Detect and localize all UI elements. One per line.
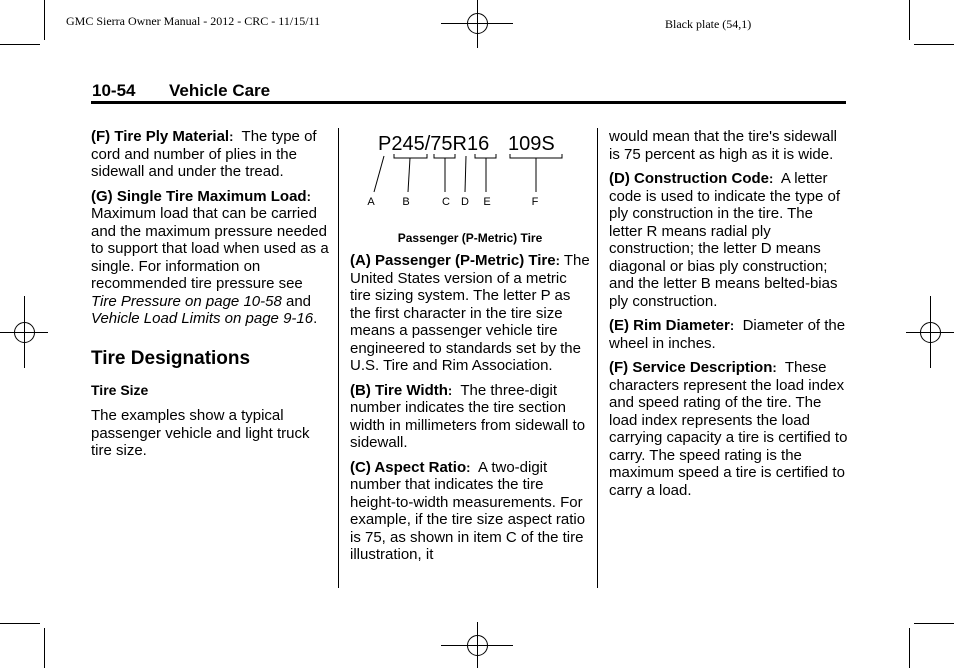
callout-line-b — [408, 158, 410, 192]
term-label: (B) Tire Width — [350, 381, 448, 399]
label-b: B — [402, 196, 410, 208]
section-title: Tire Designations — [91, 347, 251, 369]
column-divider — [338, 128, 339, 588]
crop-mark — [914, 44, 954, 45]
cross-reference-link[interactable]: Tire Pressure on page 10-58 — [91, 292, 282, 310]
label-a: A — [367, 196, 375, 208]
tire-size-diagram — [350, 130, 590, 216]
term-label: (E) Rim Diameter — [609, 317, 730, 334]
term-label: (A) Passenger (P-Metric) Tire — [350, 252, 556, 269]
figure-caption: Passenger (P-Metric) Tire — [397, 231, 543, 245]
term-colon: : — [729, 318, 735, 333]
tire-size-code: P245/75R16 — [378, 133, 490, 155]
registration-mark-top — [441, 0, 513, 48]
punctuation: . — [313, 310, 318, 327]
section-name: Vehicle Care — [169, 81, 271, 100]
paragraph-construction-code — [609, 170, 849, 310]
label-e: E — [483, 196, 491, 208]
paragraph-rim-diameter — [609, 317, 849, 352]
term-text: These characters represent the load index and speed rating of the tire. The load index represents the load carrying capacity a tire is certified to carry. The speed rating is the maximum speed a tire is certified to carry a load. — [609, 359, 848, 499]
term-colon: : — [466, 459, 471, 475]
subheading: Tire Size — [91, 381, 149, 398]
term-label: (F) Service Description — [609, 359, 773, 376]
term-label: (F) Tire Ply Material — [91, 128, 230, 145]
term-text: A two-digit number that indicates the tire height-to-width measurements. For example, if the tire size aspect ratio is 75, as shown in item C of the tire illustration, it — [350, 458, 586, 563]
callout-line-a — [374, 156, 384, 192]
term-colon: : — [768, 171, 774, 186]
term-text: Diameter of the wheel in inches. — [609, 317, 846, 352]
crop-mark — [44, 628, 45, 668]
label-d: D — [461, 196, 469, 208]
term-colon: : — [447, 382, 453, 398]
column-divider — [597, 128, 598, 588]
crop-mark — [0, 44, 40, 45]
callout-lines — [374, 154, 562, 192]
tire-size-figure — [350, 130, 590, 216]
term-text: The three-digit number indicates the tire section width in millimeters from sidewall to sidewall. — [350, 381, 586, 451]
column-3 — [609, 128, 849, 506]
paragraph-single-tire-max-load — [91, 188, 331, 328]
registration-mark-left — [0, 296, 48, 368]
crop-mark — [0, 623, 40, 624]
term-text: The type of cord and number of plies in the sidewall and under the tread. — [91, 128, 317, 180]
term-label: (G) Single Tire Maximum Load — [91, 187, 307, 205]
crop-mark — [909, 628, 910, 668]
term-label: (D) Construction Code — [609, 170, 769, 187]
term-text: The United States version of a metric tire sizing system. The letter P as the first character in the tire size means a passenger vehicle tire engineered to standards set by the U.S. Tire and Rim Association. — [350, 252, 590, 374]
crop-mark — [909, 0, 910, 40]
paragraph-passenger-tire — [350, 252, 590, 375]
paragraph-aspect-ratio-continued: would mean that the tire's sidewall is 75 percent as high as it is wide. — [609, 128, 837, 163]
term-colon: : — [306, 188, 311, 204]
callout-labels — [367, 196, 538, 208]
crop-mark — [44, 0, 45, 40]
registration-mark-bottom — [441, 622, 513, 668]
term-text: A letter code is used to indicate the type of ply construction in the tire. The letter R means radial ply construction; the letter D means diagonal or bias ply construction; and the letter B means belted-bias ply construction. — [609, 170, 840, 310]
paragraph-tire-size: The examples show a typical passenger vehicle and light truck tire size. — [91, 407, 310, 459]
paragraph-aspect-ratio — [350, 459, 590, 564]
page-number: 10-54 — [92, 81, 136, 100]
page-heading — [92, 81, 270, 101]
term-label: (C) Aspect Ratio — [350, 458, 467, 476]
callout-line-d — [465, 156, 466, 192]
cross-reference-link[interactable]: Vehicle Load Limits on page 9-16 — [91, 310, 314, 327]
heading-rule — [91, 101, 846, 104]
label-c: C — [442, 196, 450, 208]
registration-mark-right — [906, 296, 954, 368]
service-code: 109S — [508, 133, 555, 155]
column-2 — [350, 252, 590, 571]
document-info: GMC Sierra Owner Manual - 2012 - CRC - 11/15/11 — [66, 14, 321, 28]
term-text: Maximum load that can be carried and the maximum pressure needed to support that load when used as a single. For information on recommended tire pressure see — [91, 205, 329, 292]
paragraph-service-description — [609, 359, 849, 499]
plate-info: Black plate (54,1) — [665, 17, 752, 31]
crop-mark — [914, 623, 954, 624]
label-f: F — [531, 196, 539, 208]
conjunction: and — [285, 292, 312, 310]
term-colon: : — [229, 129, 234, 144]
column-1 — [91, 128, 331, 467]
term-colon: : — [555, 253, 560, 268]
paragraph-tire-width — [350, 382, 590, 452]
paragraph-tire-ply-material — [91, 128, 331, 181]
term-colon: : — [772, 360, 777, 375]
